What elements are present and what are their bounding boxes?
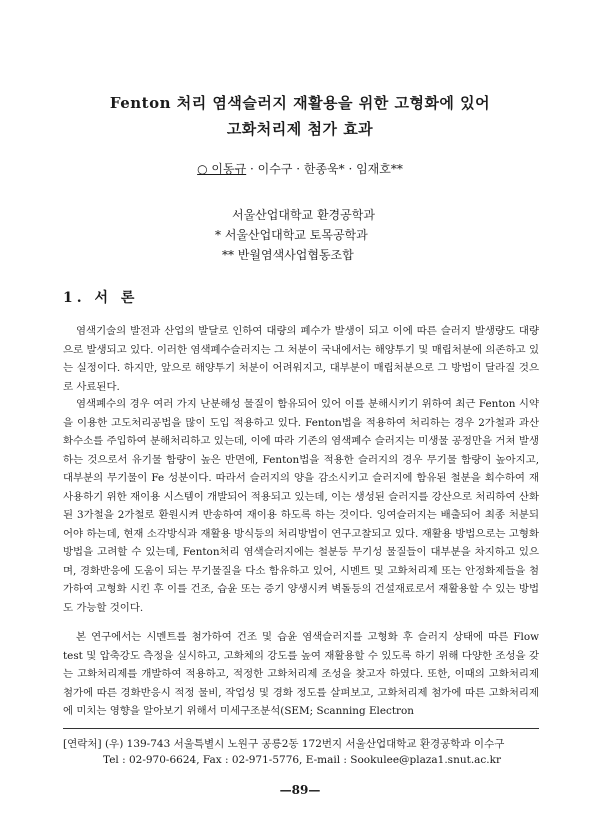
contact-phone-email: Tel : 02-970-6624, Fax : 02-971-5776, E-mail : Sookulee@plaza1.snut.ac.kr	[103, 754, 502, 766]
author-list	[0, 160, 600, 177]
body-paragraph-3: 본 연구에서는 시멘트를 첨가하여 건조 및 습윤 염색슬러지를 고형화 후 슬러지 상태에 따른 Flow test 및 압축강도 측정을 실시하고, 고화체의 강도를 높여 재활용할 수 있도록 하기 위해 다양한 조성을 갖는 고화처리제를 개발하여 적용하고, 적정한 고화처리제 조성을 찾고자 하였다. 또한, 이때의 고화처리제 첨가에 따른 경화반응시 적정 물비, 작업성 및 경화 정도를 살펴보고, 고화처리제 첨가에 따른 고화처리제에 미치는 영향을 알아보기 위해서 미세구조분석(SEM; Scanning Electron	[63, 631, 539, 717]
presenting-author: ○ 이동규	[197, 162, 247, 176]
affiliation-2: * 서울산업대학교 토목공학과	[215, 228, 368, 242]
paper-title-line-2: 고화처리제 첨가 효과	[226, 120, 374, 138]
contact-address: [연락처] (우) 139-743 서울특별시 노원구 공릉2동 172번지 서울산업대학교 환경공학과 이수구	[63, 738, 505, 750]
co-authors: · 이수구 · 한종욱* · 임재호**	[246, 162, 403, 176]
paper-title-line-1: Fenton 처리 염색슬러지 재활용을 위한 고형화에 있어	[109, 94, 491, 112]
affiliation-1: 서울산업대학교 환경공학과	[232, 208, 375, 222]
body-paragraph-2: 염색폐수의 경우 여러 가지 난분해성 물질이 함유되어 있어 이를 분해시키기 위하여 최근 Fenton 시약을 이용한 고도처리공법을 많이 도입 적용하고 있다. Fenton법을 적용하여 처리하는 경우 2가철과 과산화수소를 주입하여 분해처리하고 있는데, 이에 따라 기존의 염색폐수 슬러지는 미생물 공정만을 거쳐 발생하는 것으로서 유기물 함량이 높은 반면에, Fenton법을 적용한 슬러지의 경우 무기물 함량이 높아지고, 대부분의 무기물이 Fe 성분이다. 따라서 슬러지의 양을 감소시키고 슬러지에 함유된 철분을 회수하여 재사용하기 위한 재이용 시스템이 개발되어 적용되고 있는데, 이는 생성된 슬러지를 강산으로 처리하여 산화된 3가철을 2가철로 환원시켜 반송하여 재이용 하도록 하는 것이다. 잉여슬러지는 배출되어 최종 처분되어야 하는데, 현재 소각방식과 재활용 방식등의 처리방법이 연구고찰되고 있다. 재활용 방법으로는 고형화 방법을 고려할 수 있는데, Fenton처리 염색슬러지에는 철분등 무기성 물질들이 대부분을 차지하고 있으며, 경화반응에 도움이 되는 무기물질을 다소 함유하고 있어, 시멘트 및 고화처리제 또는 안정화제들을 첨가하여 고형화 시킨 후 이를 건조, 습윤 또는 증기 양생시켜 벽돌등의 건설재료로서 재활용할 수 있는 방법도 가능할 것이다.	[63, 398, 539, 614]
body-paragraph-1: 염색기술의 발전과 산업의 발달로 인하여 대량의 폐수가 발생이 되고 이에 따른 슬러지 발생량도 대량으로 발생되고 있다. 이러한 염색폐수슬러지는 그 처분이 국내에서는 해양투기 및 매립처분에 의존하고 있는 실정이다. 하지만, 앞으로 해양투기 처분이 어려워지고, 대부분이 매립처분으로 그 방법이 달라질 것으로 사료된다.	[63, 325, 539, 393]
section-heading-introduction: 1. 서 론	[63, 290, 139, 306]
page-number: —89—	[279, 783, 321, 797]
affiliation-3: ** 반월염색사업협동조합	[222, 248, 354, 262]
footnote-divider	[63, 728, 539, 729]
